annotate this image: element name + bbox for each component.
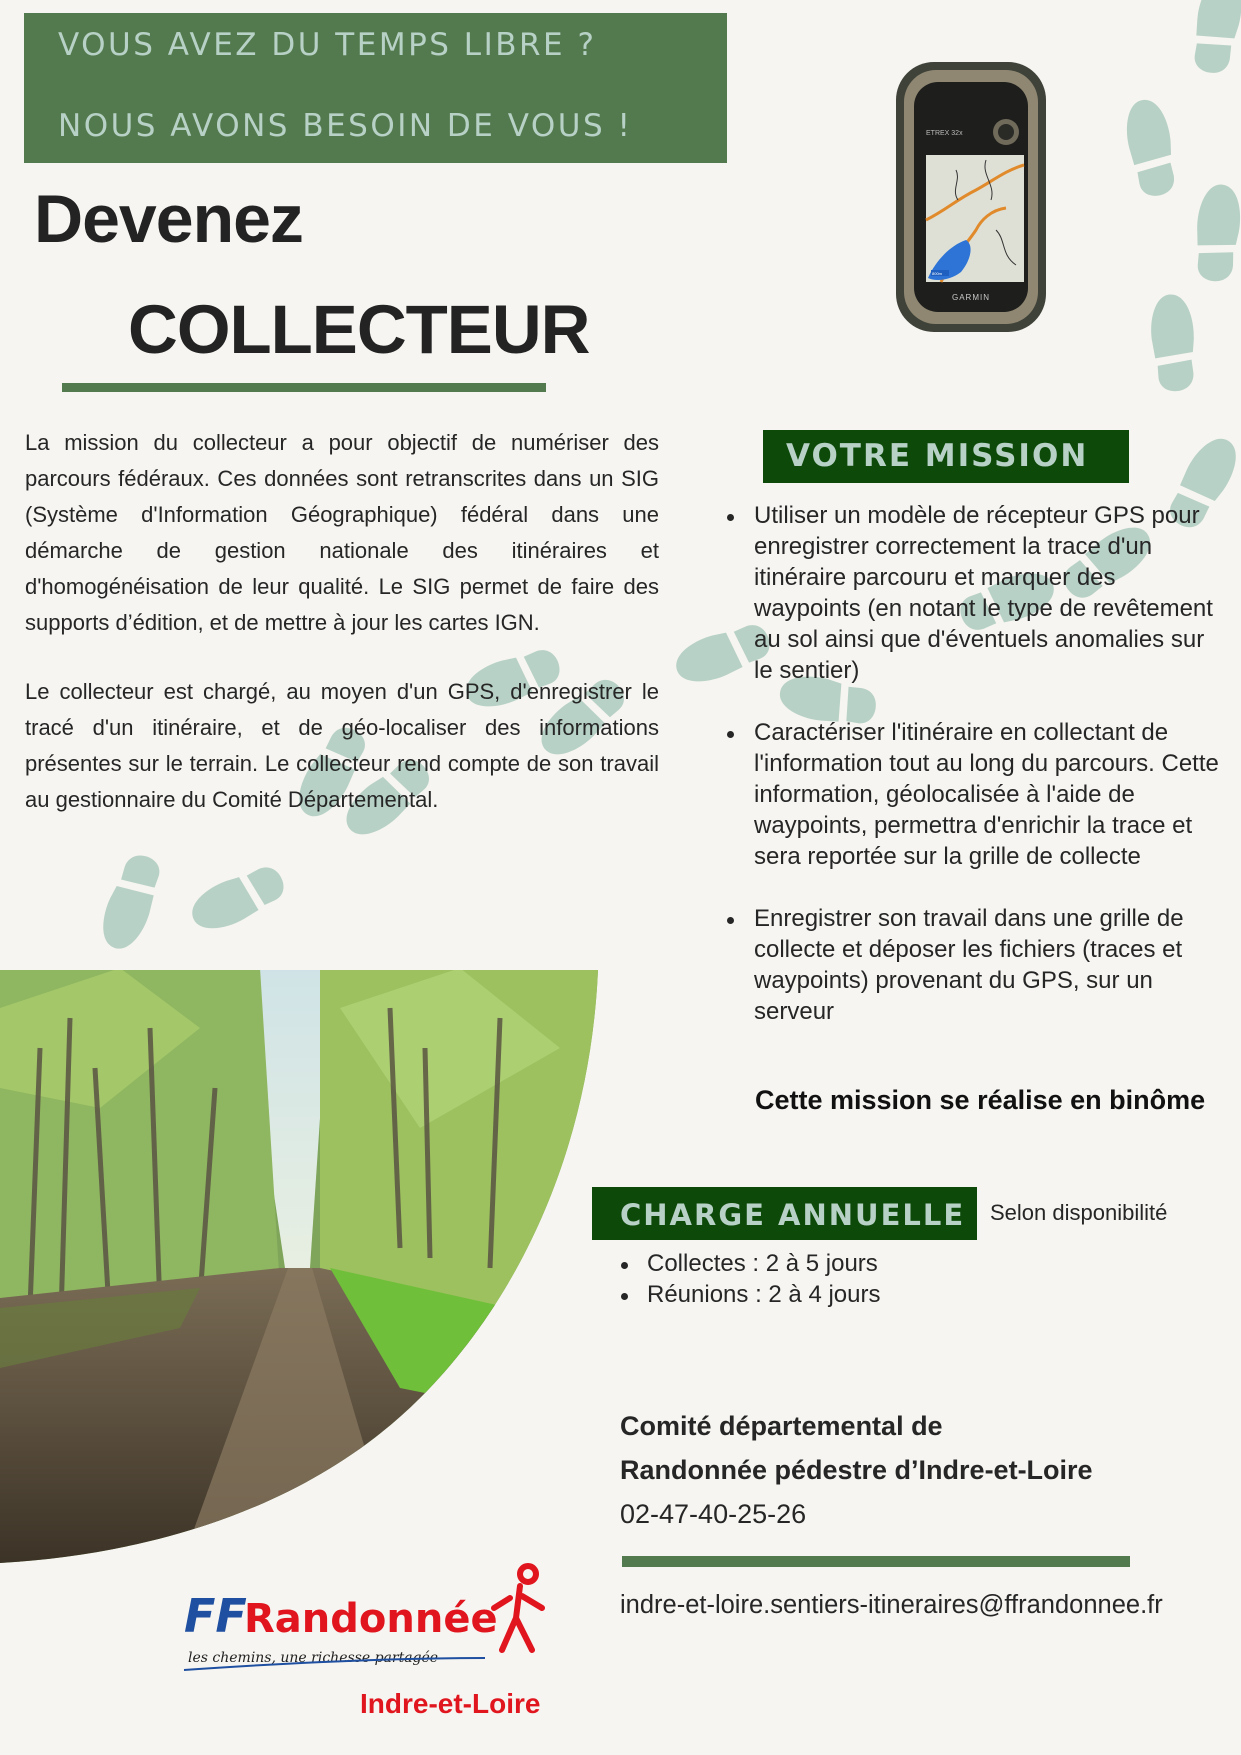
footprint-icon (1121, 96, 1180, 199)
contact-org-line1: Comité départemental de (620, 1411, 943, 1441)
logo-tagline: les chemins, une richesse partagée (188, 1650, 439, 1666)
contact-phone[interactable]: 02-47-40-25-26 (620, 1499, 807, 1529)
mission-list-item: Caractériser l'itinéraire en collectant de l'information tout au long du parcours. Cette information, géolocalisée à l'aide de waypoints, permettra d'enrichir la trace et sera reportée sur la grille de collecte (727, 717, 1227, 872)
charge-list-item: Collectes : 2 à 5 jours (620, 1248, 880, 1279)
mission-list-item: Enregistrer son travail dans une grille de collecte et déposer les fichiers (traces et waypoints) provenant du GPS, sur un serveur (727, 903, 1227, 1027)
footprint-icon (1188, 0, 1241, 76)
gps-model-label: ETREX 32x (926, 130, 963, 137)
page-title-line1: Devenez (34, 181, 303, 257)
logo-randonnee-text: Randonnée (244, 1596, 498, 1642)
forest-path-photo (0, 968, 600, 1568)
footprint-icon (1192, 183, 1241, 283)
title-underline-divider (62, 383, 546, 392)
page-title-line2: COLLECTEUR (128, 291, 590, 368)
gps-scale-label: 800m (932, 271, 943, 276)
ffrandonnee-logo (180, 1562, 570, 1692)
gps-device-image (896, 60, 1046, 335)
contact-email-link[interactable]: indre-et-loire.sentiers-itineraires@ffrandonnee.fr (620, 1591, 1163, 1619)
charge-list-item: Réunions : 2 à 4 jours (620, 1279, 880, 1310)
charge-availability: Selon disponibilité (990, 1200, 1168, 1225)
mission-binome-note: Cette mission se réalise en binôme (755, 1085, 1206, 1115)
footprint-icon (1149, 293, 1198, 393)
contact-divider (622, 1556, 1130, 1567)
banner-question: VOUS AVEZ DU TEMPS LIBRE ? (58, 27, 597, 63)
footprint-icon (94, 850, 167, 956)
gps-brand-label: GARMIN (952, 293, 990, 302)
intro-paragraph-1: La mission du collecteur a pour objectif de numériser des parcours fédéraux. Ces données sont retranscrites dans un SIG (Système d'Information Géographique) fédéral dans une démarche de gestion nationale des itinéraires et d'homogénéisation de leur qualité. Le SIG permet de faire des supports d’édition, et de mettre à jour les cartes IGN. (25, 430, 659, 635)
mission-section-header: VOTRE MISSION (763, 430, 1129, 483)
mission-list-item: Utiliser un modèle de récepteur GPS pour enregistrer correctement la trace d'un itinéraire parcouru et marquer des waypoints (en notant le type de revêtement au sol ainsi que d'éventuels anomalies sur le sentier) (727, 500, 1227, 686)
charge-section-header: CHARGE ANNUELLE (592, 1187, 977, 1240)
footprint-icon (185, 859, 291, 938)
logo-region-label: Indre-et-Loire (360, 1688, 541, 1719)
intro-paragraph-2: Le collecteur est chargé, au moyen d'un GPS, d'enregistrer le tracé d'un itinéraire, et de géo-localiser des informations présentes sur le terrain. Le collecteur rend compte de son travail au gestionnaire du Comité Départemental. (25, 679, 659, 812)
banner-call-to-action: NOUS AVONS BESOIN DE VOUS ! (58, 108, 633, 144)
hiker-icon (494, 1566, 542, 1650)
logo-ff-text: FF (184, 1589, 247, 1643)
top-banner (24, 13, 727, 163)
contact-org-line2: Randonnée pédestre d’Indre-et-Loire (620, 1455, 1093, 1485)
mission-list (727, 500, 1227, 1058)
charge-list (620, 1248, 880, 1310)
